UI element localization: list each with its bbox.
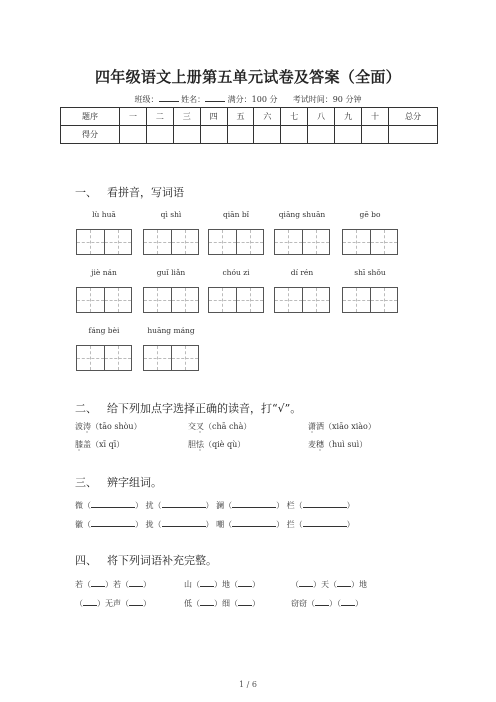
- pinyin-options: （huì suì）: [324, 440, 368, 449]
- score-table: [60, 107, 438, 144]
- answer-blank[interactable]: [200, 578, 214, 587]
- pinyin-label: qiāng shuān: [278, 210, 326, 219]
- word-char: 交: [188, 422, 196, 431]
- pinyin-options: （qiè qù）: [204, 440, 246, 449]
- section-1-heading: [75, 184, 184, 200]
- pinyin-label: chóu zi: [222, 268, 250, 277]
- page-number: 1 / 6: [239, 680, 257, 689]
- dotted-char: 膝: [75, 440, 83, 449]
- pinyin-label: guǐ liǎn: [156, 268, 186, 277]
- pinyin-label: huāng máng: [147, 326, 195, 335]
- score-cell: 六: [254, 108, 281, 126]
- answer-blank[interactable]: [232, 499, 276, 508]
- score-row-label: 得分: [61, 126, 120, 144]
- pinyin-label: jiè nán: [91, 268, 117, 277]
- section-number: 四、: [75, 554, 97, 567]
- score-cell: 总分: [389, 108, 438, 126]
- dotted-char: 涛: [83, 422, 91, 431]
- word-char: 盖: [83, 440, 91, 449]
- class-label: 班级：: [134, 95, 159, 104]
- writing-grid[interactable]: [76, 229, 132, 255]
- section-title: 辨字组词。: [107, 476, 162, 489]
- class-blank[interactable]: [159, 93, 179, 102]
- answer-blank[interactable]: [299, 578, 313, 587]
- word-group-row: 徽（ ） 拢（ ） 嘲（ ） 拦（ ）: [75, 520, 355, 529]
- answer-blank[interactable]: [162, 499, 206, 508]
- score-cell: 二: [146, 108, 173, 126]
- score-input-cell[interactable]: [308, 126, 335, 144]
- section-number: 三、: [75, 476, 97, 489]
- full-score: 满分：100 分: [227, 95, 278, 104]
- idiom-item: （ ）无声（ ）: [75, 599, 151, 608]
- answer-blank[interactable]: [129, 578, 143, 587]
- idiom-item: 低（ ）细（ ）: [184, 599, 260, 608]
- pinyin-label: gē bo: [359, 210, 381, 219]
- word-char: 波: [75, 422, 83, 431]
- score-table-score-row: [61, 126, 438, 144]
- answer-blank[interactable]: [129, 597, 143, 606]
- exam-info: [0, 93, 496, 105]
- score-input-cell[interactable]: [173, 126, 200, 144]
- idiom-item: 山（ ）地（ ）: [184, 580, 260, 589]
- score-input-cell[interactable]: [227, 126, 254, 144]
- answer-blank[interactable]: [303, 499, 347, 508]
- score-cell: 十: [362, 108, 389, 126]
- writing-grid[interactable]: [342, 229, 398, 255]
- answer-blank[interactable]: [238, 578, 252, 587]
- word-char: 洒: [316, 422, 324, 431]
- section-title: 看拼音，写词语: [107, 186, 184, 199]
- pinyin-options: （tāo shòu）: [91, 422, 142, 431]
- score-cell: 题序: [61, 108, 120, 126]
- writing-grid[interactable]: [208, 229, 264, 255]
- score-cell: 四: [200, 108, 227, 126]
- score-table-header-row: [61, 108, 438, 126]
- writing-grid[interactable]: [76, 345, 132, 371]
- score-cell: 一: [120, 108, 147, 126]
- answer-blank[interactable]: [315, 597, 329, 606]
- answer-blank[interactable]: [341, 597, 355, 606]
- exam-time: 考试时间：90 分钟: [292, 95, 362, 104]
- char: 栏: [286, 501, 295, 510]
- char: 微: [75, 501, 83, 510]
- pinyin-label: lù huā: [92, 210, 116, 219]
- pinyin-label: dí rén: [290, 268, 314, 277]
- page-title: 四年级语文上册第五单元试卷及答案（全面）: [94, 68, 401, 86]
- pinyin-options: （chā chà）: [204, 422, 252, 431]
- writing-grid[interactable]: [143, 287, 199, 313]
- char: 拢: [145, 520, 154, 529]
- pronunciation-item[interactable]: [308, 421, 376, 432]
- pronunciation-item[interactable]: [308, 439, 367, 450]
- writing-grid[interactable]: [208, 287, 264, 313]
- writing-grid[interactable]: [274, 229, 330, 255]
- pinyin-label: qì shì: [160, 210, 182, 219]
- answer-blank[interactable]: [91, 518, 135, 527]
- score-input-cell[interactable]: [146, 126, 173, 144]
- char: 澜: [216, 501, 225, 510]
- dotted-char: 叉: [196, 422, 204, 431]
- score-cell: 七: [281, 108, 308, 126]
- dotted-char: 穗: [316, 440, 324, 449]
- score-input-cell[interactable]: [335, 126, 362, 144]
- section-4-heading: [75, 552, 217, 568]
- answer-blank[interactable]: [303, 518, 347, 527]
- writing-grid[interactable]: [274, 287, 330, 313]
- pinyin-label: shī shǒu: [354, 268, 386, 277]
- score-cell: 五: [227, 108, 254, 126]
- answer-blank[interactable]: [162, 518, 206, 527]
- dotted-char: 怯: [196, 440, 204, 449]
- section-title: 给下列加点字选择正确的读音，打“√”。: [107, 402, 302, 415]
- score-cell: 九: [335, 108, 362, 126]
- answer-blank[interactable]: [200, 597, 214, 606]
- score-input-cell[interactable]: [389, 126, 438, 144]
- word-group-row: 微（ ） 扰（ ） 澜（ ） 栏（ ）: [75, 501, 355, 510]
- word-char: 麦: [308, 440, 316, 449]
- pronunciation-item[interactable]: [188, 439, 245, 450]
- score-cell: 八: [308, 108, 335, 126]
- char: 拦: [286, 520, 295, 529]
- writing-grid[interactable]: [143, 345, 199, 371]
- pinyin-label: qiān bǐ: [222, 210, 250, 219]
- answer-blank[interactable]: [91, 578, 105, 587]
- score-input-cell[interactable]: [281, 126, 308, 144]
- idiom-item: （ ）天（ ）地: [291, 580, 367, 589]
- answer-blank[interactable]: [83, 597, 97, 606]
- pinyin-options: （xiāo xiào）: [324, 422, 376, 431]
- name-blank[interactable]: [205, 93, 225, 102]
- section-number: 二、: [75, 402, 97, 415]
- answer-blank[interactable]: [232, 518, 276, 527]
- pinyin-label: fáng bèi: [88, 326, 120, 335]
- score-cell: 三: [173, 108, 200, 126]
- dotted-char: 潇: [308, 422, 316, 431]
- pronunciation-item[interactable]: [75, 439, 124, 450]
- answer-blank[interactable]: [91, 499, 135, 508]
- name-label: 姓名：: [181, 95, 206, 104]
- score-input-cell[interactable]: [362, 126, 389, 144]
- pinyin-options: （xī qī）: [91, 440, 125, 449]
- writing-grid[interactable]: [342, 287, 398, 313]
- pronunciation-item[interactable]: [188, 421, 251, 432]
- score-input-cell[interactable]: [254, 126, 281, 144]
- pronunciation-item[interactable]: [75, 421, 142, 432]
- char: 徽: [75, 520, 83, 529]
- word-char: 胆: [188, 440, 196, 449]
- char: 嘲: [216, 520, 225, 529]
- answer-blank[interactable]: [337, 578, 351, 587]
- char: 扰: [145, 501, 154, 510]
- idiom-item: 窃窃（ ）（ ）: [291, 599, 363, 608]
- section-2-heading: [75, 400, 301, 416]
- writing-grid[interactable]: [143, 229, 199, 255]
- section-3-heading: [75, 474, 162, 490]
- answer-blank[interactable]: [238, 597, 252, 606]
- idiom-item: 若（ ）若（ ）: [75, 580, 151, 589]
- writing-grid[interactable]: [76, 287, 132, 313]
- score-input-cell[interactable]: [200, 126, 227, 144]
- section-title: 将下列词语补充完整。: [107, 554, 217, 567]
- section-number: 一、: [75, 186, 97, 199]
- score-input-cell[interactable]: [120, 126, 147, 144]
